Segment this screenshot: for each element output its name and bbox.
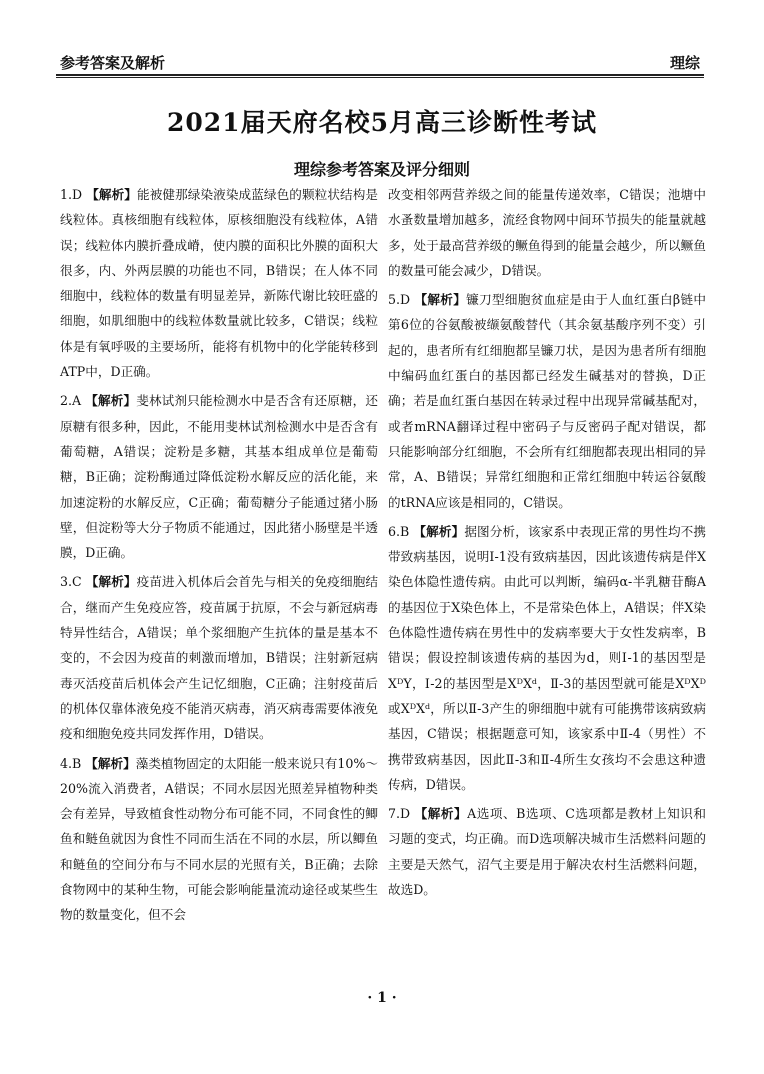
answer-text: 斐林试剂只能检测水中是否含有还原糖，还原糖有很多种，因此，不能用斐林试剂检测水中是否含有葡萄糖，A错误；淀粉是多糖，其基本组成单位是葡萄糖，B正确；淀粉酶通过降低淀粉水解反应的活化能，来加速淀粉的水解反应，C正确；葡萄糖分子能通过猪小肠壁，但淀粉等大分子物质不能通过，因此猪小肠壁是半透膜，D正确。: [60, 393, 379, 561]
analysis-tag: 【解析】: [85, 755, 136, 771]
answer-number: 3.C: [60, 574, 82, 590]
answer-number: 6.B: [388, 523, 410, 539]
analysis-tag: 【解析】: [86, 187, 137, 202]
answer-item: [60, 388, 378, 565]
header-rule-thin: [56, 77, 704, 78]
answer-text: 疫苗进入机体后会首先与相关的免疫细胞结合，继而产生免疫应答，疫苗属于抗原，不会与新冠病毒特异性结合，A错误；单个浆细胞产生抗体的量是基本不变的，不会因为疫苗的刺激而增加，B错误；注射新冠病毒灭活疫苗后机体会产生记忆细胞，C正确；注射疫苗后的机体仅靠体液免疫不能消灭病毒，消灭病毒需要体液免疫和细胞免疫共同发挥作用，D错误。: [60, 574, 378, 742]
answer-number: 2.A: [60, 393, 82, 409]
answer-text: 能被健那绿染液染成蓝绿色的颗粒状结构是线粒体。真核细胞有线粒体，原核细胞没有线粒体，A错误；线粒体内膜折叠成嵴，使内膜的面积比外膜的面积大很多，内、外两层膜的功能也不同，B错误；在人体不同细胞中，线粒体的数量有明显差异，新陈代谢比较旺盛的细胞，如肌细胞中的线粒体数量就比较多，C错误；线粒体是有氧呼吸的主要场所，能将有机物中的化学能转移到ATP中，D正确。: [60, 187, 379, 380]
answer-number: 5.D: [388, 292, 411, 308]
analysis-tag: 【解析】: [414, 292, 467, 308]
page-number: · 1 ·: [367, 990, 397, 1006]
answer-item: [60, 569, 378, 746]
analysis-tag: 【解析】: [85, 574, 137, 590]
answer-text: 镰刀型细胞贫血症是由于人血红蛋白β链中第6位的谷氨酸被缬氨酸替代（其余氨基酸序列不变）引起的，患者所有红细胞都呈镰刀状，是因为患者所有细胞中编码血红蛋白的基因都已经发生碱基对的替换，D正确；若是血红蛋白基因在转录过程中出现异常碱基配对，或者mRNA翻译过程中密码子与反密码子配对错误，都只能影响部分红细胞，不会所有红细胞都表现出相同的异常，A、B错误；异常红细胞和正常红细胞中转运谷氨酸的tRNA应该是相同的，C错误。: [388, 292, 707, 510]
answer-text: 改变相邻两营养级之间的能量传递效率，C错误；池塘中水蚤数量增加越多，流经食物网中间环节损失的能量就越多，处于最高营养级的鳜鱼得到的能量会越少，所以鳜鱼的数量可能会减少，D错误。: [388, 187, 706, 278]
header-left: 参考答案及解析: [60, 54, 166, 72]
answer-number: 1.D: [60, 187, 83, 202]
header-right: 理综: [669, 54, 700, 72]
answer-number: 7.D: [388, 806, 411, 822]
answer-item: [388, 519, 706, 797]
answer-item: [60, 182, 378, 384]
answer-text: 藻类植物固定的太阳能一般来说只有10%～20%流入消费者，A错误；不同水层因光照差异植物种类会有差异，导致植食性动物分布可能不同，不同食性的鲫鱼和鲢鱼就因为食性不同而生活在不同的水层，所以鲫鱼和鲢鱼的空间分布与不同水层的光照有关，B正确；去除食物网中的某种生物，可能会影响能量流动途径或某些生物的数量变化，但不会: [60, 755, 378, 923]
analysis-tag: 【解析】: [414, 806, 468, 822]
page-title: 2021届天府名校5月高三诊断性考试: [167, 108, 597, 137]
analysis-tag: 【解析】: [413, 523, 465, 539]
answer-item: [388, 182, 706, 283]
answer-item: [388, 801, 706, 902]
page-subtitle: 理综参考答案及评分细则: [293, 160, 470, 179]
answer-item: [388, 287, 706, 515]
answer-text: A选项、B选项、C选项都是教材上知识和习题的变式，均正确。而D选项解决城市生活燃料问题的主要是天然气，沼气主要是用于解决农村生活燃料问题，故选D。: [388, 806, 706, 898]
answer-item: [60, 751, 378, 928]
right-column: [388, 182, 706, 902]
analysis-tag: 【解析】: [85, 393, 137, 409]
left-column: [60, 182, 378, 928]
header-rule-thick: [56, 74, 704, 76]
answer-text: 据图分析，该家系中表现正常的男性均不携带致病基因，说明Ⅰ-1没有致病基因，因此该遗传病是伴X染色体隐性遗传病。由此可以判断，编码α-半乳糖苷酶A的基因位于X染色体上，不是常染色体上，A错误；伴X染色体隐性遗传病在男性中的发病率要大于女性发病率，B错误；假设控制该遗传病的基因为d，则Ⅰ-1的基因型是XᴰY，Ⅰ-2的基因型是XᴰXᵈ，Ⅱ-3的基因型就可能是XᴰXᴰ或XᴰXᵈ，所以Ⅱ-3产生的卵细胞中就有可能携带该病致病基因，C错误；根据题意可知，该家系中Ⅱ-4（男性）不携带致病基因，因此Ⅱ-3和Ⅱ-4所生女孩均不会患这种遗传病，D错误。: [388, 523, 706, 792]
answer-number: 4.B: [60, 755, 82, 771]
